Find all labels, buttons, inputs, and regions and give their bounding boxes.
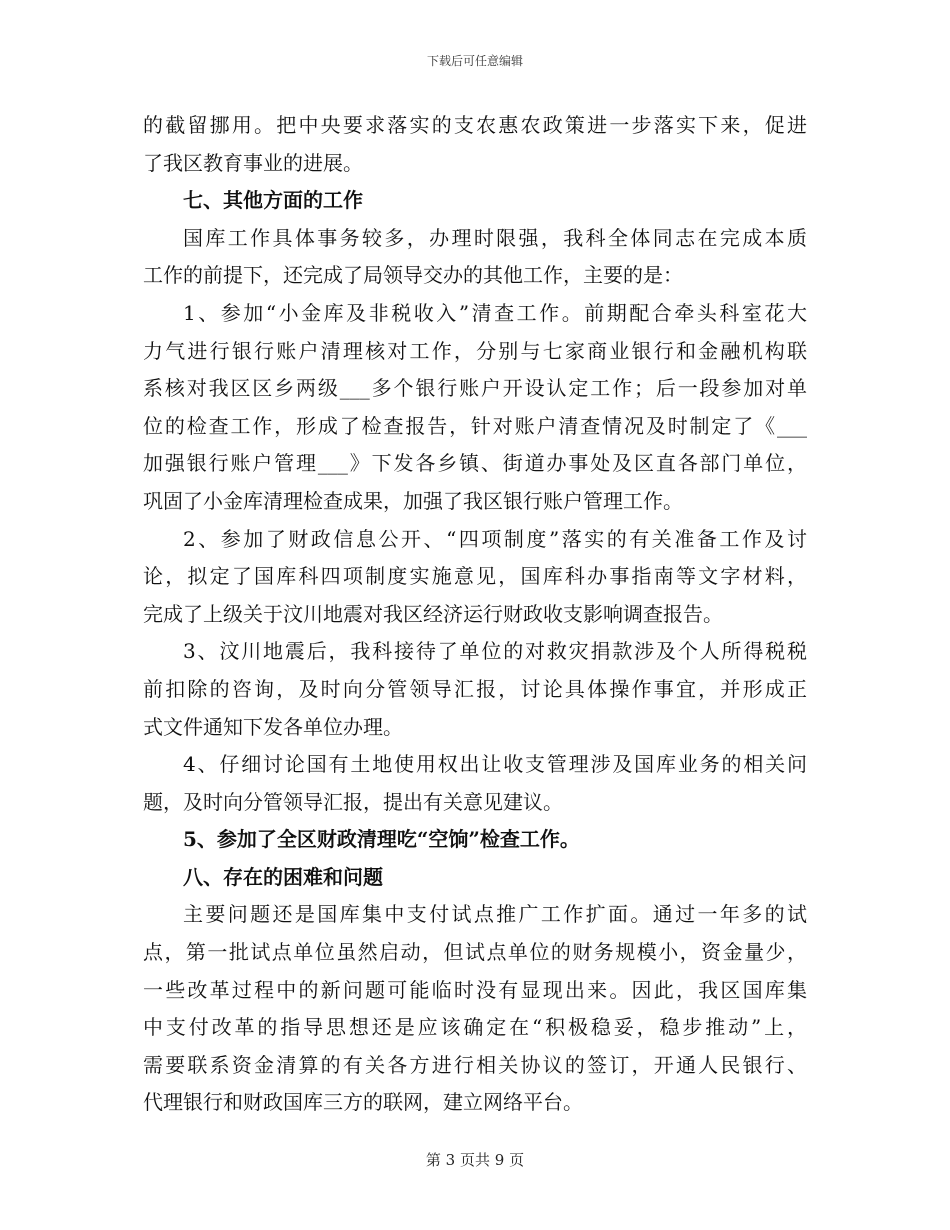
body-line-17: 式文件通知下发各单位办理。 [143, 714, 403, 739]
body-line-4: 国库工作具体事务较多，办理时限强，我科全体同志在完成本质 [183, 225, 807, 250]
body-line-16: 前扣除的咨询，及时向分管领导汇报，讨论具体操作事宜，并形成正 [143, 676, 807, 701]
body-line-27: 代理银行和财政国库三方的联网，建立网络平台。 [143, 1090, 583, 1115]
body-line-26: 需要联系资金清算的有关各方进行相关协议的签订，开通人民银行、 [143, 1052, 807, 1077]
body-line-10: 加强银行账户管理___》下发各乡镇、街道办事处及区直各部门单位， [143, 451, 807, 476]
section-heading-7: 七、其他方面的工作 [183, 188, 363, 213]
body-line-24: 一些改革过程中的新问题可能临时没有显现出来。因此，我区国库集 [143, 977, 807, 1002]
page-header-note: 下载后可任意编辑 [426, 54, 523, 68]
body-line-8: 系核对我区区乡两级___多个银行账户开设认定工作；后一段参加对单 [143, 376, 807, 401]
body-line-22: 主要问题还是国库集中支付试点推广工作扩面。通过一年多的试 [183, 902, 807, 927]
page-number: 第 3 页共 9 页 [425, 1151, 525, 1169]
document-body [143, 107, 807, 1122]
body-line-25: 中支付改革的指导思想还是应该确定在“积极稳妥，稳步推动”上， [143, 1015, 807, 1040]
body-line-23: 点，第一批试点单位虽然启动，但试点单位的财务规模小，资金量少， [143, 940, 807, 965]
body-line-11: 巩固了小金库清理检查成果，加强了我区银行账户管理工作。 [143, 488, 683, 513]
body-line-2: 了我区教育事业的进展。 [143, 150, 363, 175]
body-line-14: 完成了上级关于汶川地震对我区经济运行财政收支影响调查报告。 [143, 601, 723, 626]
body-line-7: 力气进行银行账户清理核对工作，分别与七家商业银行和金融机构联 [143, 338, 807, 363]
body-line-15: 3、汶川地震后，我科接待了单位的对救灾捐款涉及个人所得税税 [183, 639, 807, 664]
body-line-1: 的截留挪用。把中央要求落实的支农惠农政策进一步落实下来，促进 [143, 113, 807, 137]
section-heading-8: 八、存在的困难和问题 [183, 864, 383, 889]
body-line-9: 位的检查工作，形成了检查报告，针对账户清查情况及时制定了《___ [143, 413, 807, 438]
body-line-6: 1、参加“小金库及非税收入”清查工作。前期配合牵头科室花大 [183, 300, 807, 325]
body-line-12: 2、参加了财政信息公开、“四项制度”落实的有关准备工作及讨 [183, 526, 807, 551]
body-line-19: 题，及时向分管领导汇报，提出有关意见建议。 [143, 789, 563, 814]
body-line-13: 论，拟定了国库科四项制度实施意见，国库科办事指南等文字材料， [143, 564, 807, 589]
body-line-18: 4、仔细讨论国有土地使用权出让收支管理涉及国库业务的相关问 [183, 752, 807, 777]
body-line-20-bold: 5、参加了全区财政清理吃“空饷”检查工作。 [183, 827, 580, 852]
body-line-5: 工作的前提下，还完成了局领导交办的其他工作，主要的是： [143, 263, 683, 288]
